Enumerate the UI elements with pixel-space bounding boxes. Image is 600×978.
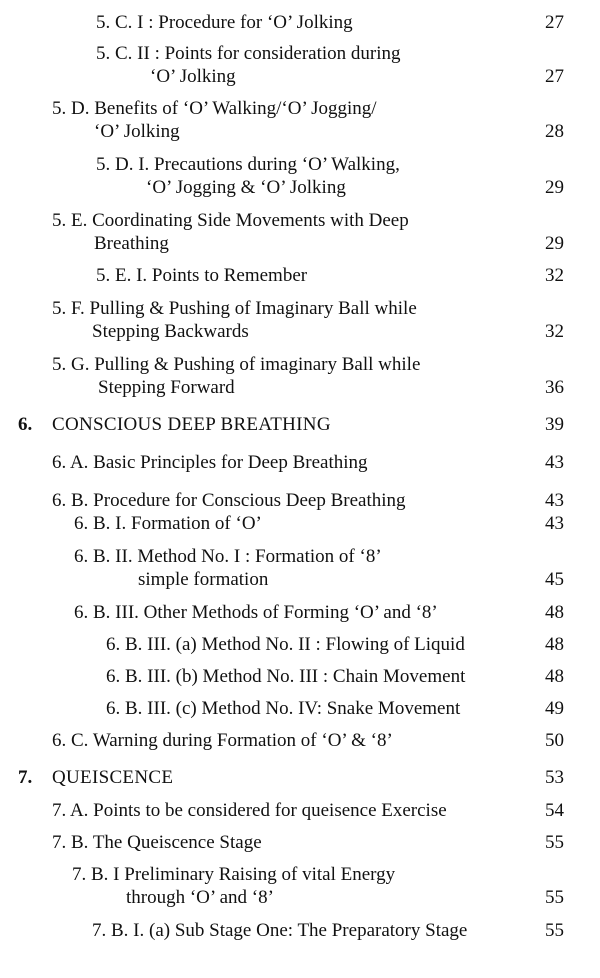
page-number: 32 xyxy=(545,265,564,286)
entry-title: 6. B. Procedure for Conscious Deep Breathing xyxy=(52,490,406,511)
entry-title: 6. B. III. Other Methods of Forming ‘O’ and ‘8’ xyxy=(74,602,438,623)
entry-title: 5. E. I. Points to Remember xyxy=(96,265,308,286)
page-number: 54 xyxy=(545,800,564,821)
entry-title: 7. B. The Queiscence Stage xyxy=(52,832,262,853)
page-number: 50 xyxy=(545,730,564,751)
entry-title: 6. B. II. Method No. I : Formation of ‘8’ xyxy=(74,546,382,567)
page-number: 29 xyxy=(545,177,564,198)
entry-title-continuation: ‘O’ Jolking xyxy=(94,121,180,142)
page-number: 45 xyxy=(545,569,564,590)
entry-title: 5. D. Benefits of ‘O’ Walking/‘O’ Jogging/ xyxy=(52,98,377,119)
page-number: 48 xyxy=(545,634,564,655)
entry-title: 6. A. Basic Principles for Deep Breathing xyxy=(52,452,368,473)
page-number: 27 xyxy=(545,12,564,33)
entry-title: 5. E. Coordinating Side Movements with Deep xyxy=(52,210,409,231)
entry-title-continuation: ‘O’ Jogging & ‘O’ Jolking xyxy=(146,177,346,198)
entry-title: 6. B. III. (a) Method No. II : Flowing of Liquid xyxy=(106,634,465,655)
entry-title-continuation: Stepping Forward xyxy=(98,377,235,398)
entry-title: 5. F. Pulling & Pushing of Imaginary Ball while xyxy=(52,298,417,319)
page-number: 27 xyxy=(545,66,564,87)
page-number: 43 xyxy=(545,490,564,511)
page-number: 49 xyxy=(545,698,564,719)
entry-title: 6. B. III. (b) Method No. III : Chain Movement xyxy=(106,666,466,687)
entry-title: 5. G. Pulling & Pushing of imaginary Ball while xyxy=(52,354,421,375)
page-number: 29 xyxy=(545,233,564,254)
entry-title-continuation: Breathing xyxy=(94,233,169,254)
page-number: 43 xyxy=(545,452,564,473)
page-number: 36 xyxy=(545,377,564,398)
entry-title: 6. B. I. Formation of ‘O’ xyxy=(74,513,262,534)
entry-title-continuation: ‘O’ Jolking xyxy=(150,66,236,87)
chapter-title: CONSCIOUS DEEP BREATHING xyxy=(52,414,331,435)
chapter-title: QUEISCENCE xyxy=(52,767,174,788)
page-number: 32 xyxy=(545,321,564,342)
page-number: 48 xyxy=(545,602,564,623)
page-number: 39 xyxy=(545,414,564,435)
page-number: 48 xyxy=(545,666,564,687)
page-number: 55 xyxy=(545,920,564,941)
entry-title-continuation: Stepping Backwards xyxy=(92,321,249,342)
entry-title-continuation: through ‘O’ and ‘8’ xyxy=(126,887,274,908)
page-number: 43 xyxy=(545,513,564,534)
page-number: 55 xyxy=(545,887,564,908)
entry-title: 7. B. I. (a) Sub Stage One: The Preparatory Stage xyxy=(92,920,468,941)
entry-title: 5. C. I : Procedure for ‘O’ Jolking xyxy=(96,12,353,33)
entry-title-continuation: simple formation xyxy=(138,569,269,590)
chapter-number: 6. xyxy=(18,414,33,435)
page-number: 55 xyxy=(545,832,564,853)
chapter-number: 7. xyxy=(18,767,33,788)
entry-title: 6. C. Warning during Formation of ‘O’ & ‘8’ xyxy=(52,730,393,751)
entry-title: 7. B. I Preliminary Raising of vital Energy xyxy=(72,864,396,885)
entry-title: 6. B. III. (c) Method No. IV: Snake Movement xyxy=(106,698,461,719)
entry-title: 7. A. Points to be considered for queisence Exercise xyxy=(52,800,447,821)
page-number: 53 xyxy=(545,767,564,788)
page-number: 28 xyxy=(545,121,564,142)
entry-title: 5. C. II : Points for consideration during xyxy=(96,43,401,64)
entry-title: 5. D. I. Precautions during ‘O’ Walking, xyxy=(96,154,400,175)
